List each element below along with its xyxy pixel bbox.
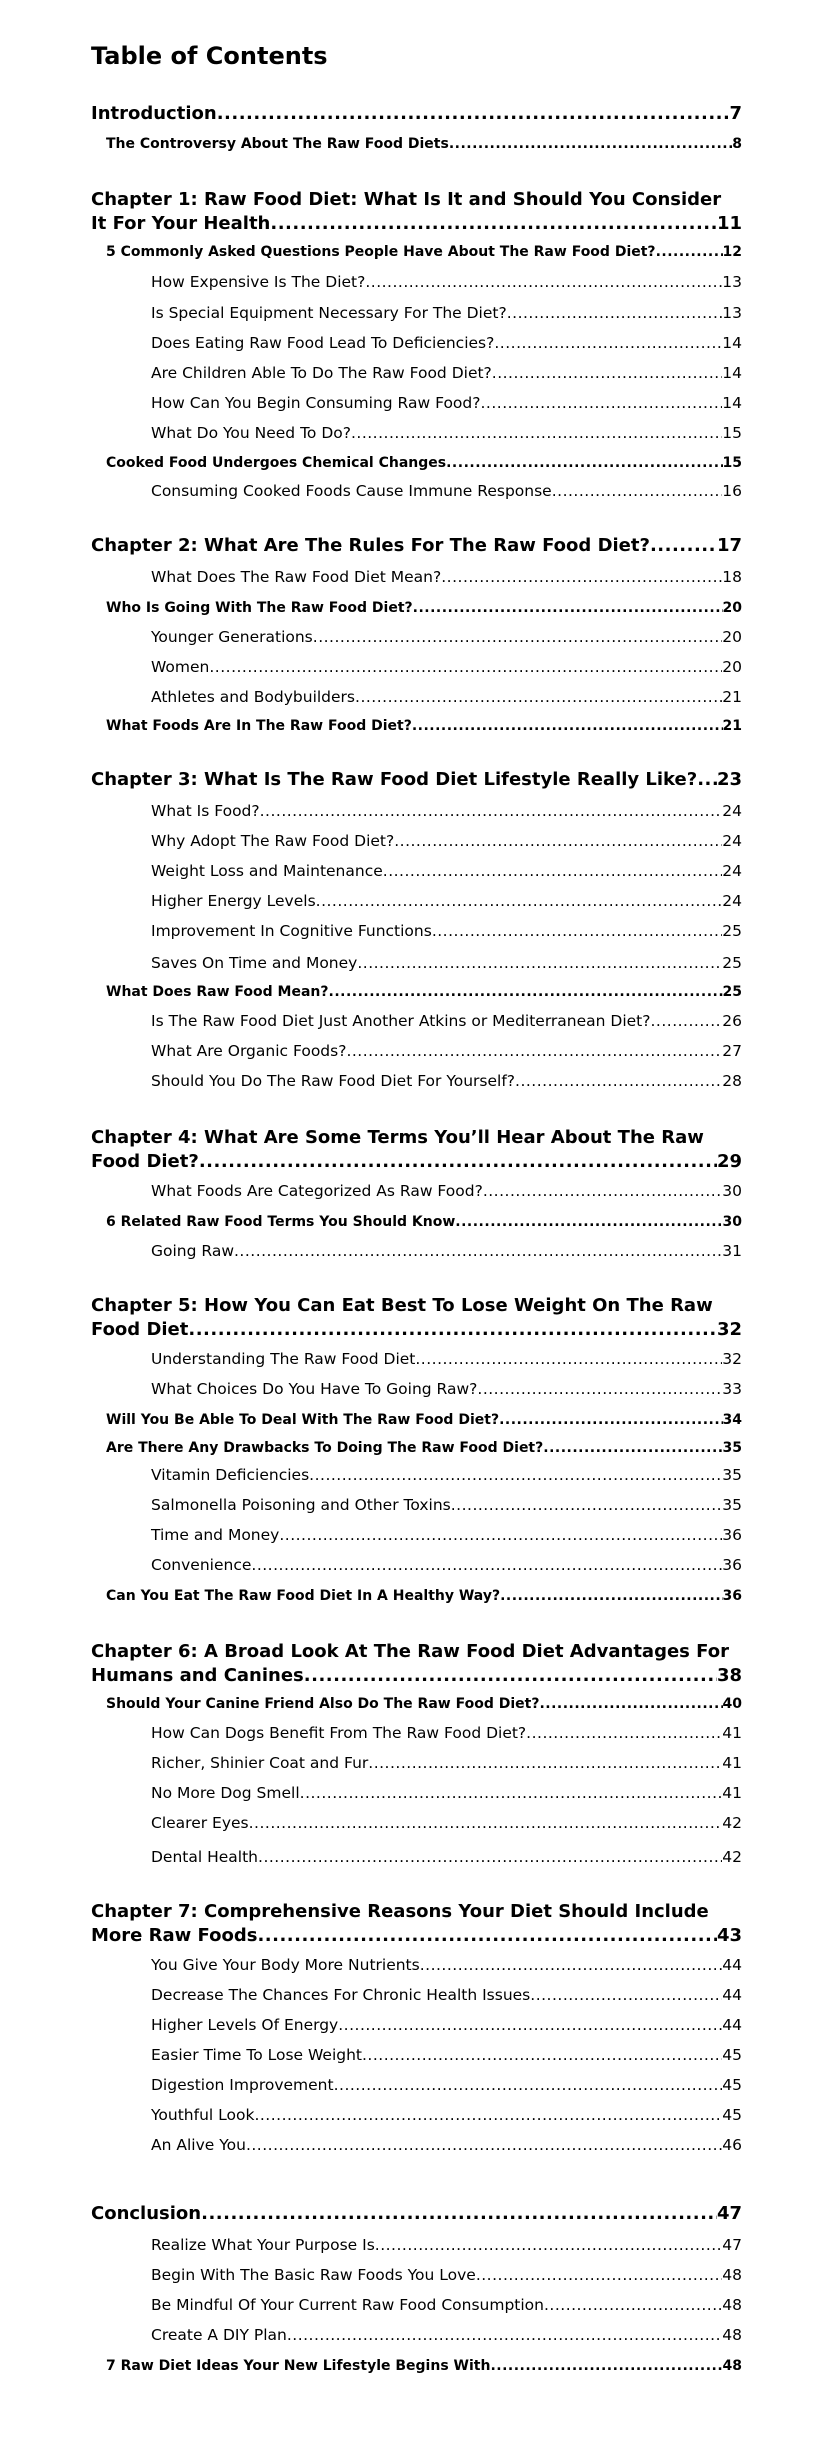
toc-page-number: 15 [722, 424, 742, 442]
toc-page-number: 36 [722, 1526, 742, 1544]
toc-entry-title-line2: Food Diet [91, 1319, 189, 1340]
toc-entry-title: Clearer Eyes [151, 1814, 249, 1832]
toc-subsection-entry[interactable] [151, 830, 742, 852]
toc-entry-title: Why Adopt The Raw Food Diet? [151, 832, 395, 850]
toc-page-number: 25 [722, 984, 742, 1000]
toc-entry-title-line1: Chapter 7: Comprehensive Reasons Your Diet Should Include [91, 1901, 709, 1922]
dot-leader [329, 982, 723, 1002]
toc-page-number: 44 [722, 1956, 742, 1974]
toc-entry-title: Understanding The Raw Food Diet [151, 1350, 416, 1368]
toc-section-entry[interactable] [106, 1212, 742, 1232]
toc-subsection-entry[interactable] [151, 2104, 742, 2126]
toc-page-number: 44 [722, 2016, 742, 2034]
dot-leader [357, 952, 722, 974]
toc-page-number: 20 [722, 658, 742, 676]
dot-leader [650, 534, 717, 558]
dot-leader [309, 1464, 722, 1486]
toc-entry-title: Be Mindful Of Your Current Raw Food Consumption [151, 2296, 544, 2314]
toc-section-entry[interactable] [106, 453, 742, 473]
dot-leader [260, 800, 723, 822]
toc-entry-title-line1: Chapter 6: A Broad Look At The Raw Food Diet Advantages For [91, 1641, 729, 1662]
toc-chapter-entry[interactable] [91, 1126, 742, 1174]
toc-subsection-entry[interactable] [151, 1984, 742, 2006]
toc-chapter-entry[interactable] [91, 188, 742, 236]
toc-chapter-entry[interactable] [91, 768, 742, 792]
toc-page-number: 40 [722, 1696, 742, 1712]
dot-leader [455, 1212, 722, 1232]
toc-entry-title: What Foods Are In The Raw Food Diet? [106, 718, 412, 734]
toc-entry-title: Easier Time To Lose Weight [151, 2046, 362, 2064]
toc-page-number: 12 [722, 244, 742, 260]
toc-page-number: 48 [722, 2358, 742, 2374]
toc-page-number: 47 [716, 2203, 742, 2224]
toc-subsection-entry[interactable] [151, 1954, 742, 1976]
dot-leader [217, 102, 730, 126]
toc-subsection-entry[interactable] [151, 1348, 742, 1370]
dot-leader [499, 1410, 722, 1430]
toc-page-number: 24 [722, 832, 742, 850]
dot-leader [494, 332, 722, 354]
toc-page-number: 48 [722, 2296, 742, 2314]
toc-entry-title: Conclusion [91, 2203, 202, 2224]
toc-section-entry[interactable] [106, 1438, 742, 1458]
dot-leader [375, 2234, 722, 2256]
toc-entry-title-line2: Food Diet? [91, 1151, 199, 1172]
toc-page-number: 26 [722, 1012, 742, 1030]
toc-subsection-entry[interactable] [151, 952, 742, 974]
toc-entry-title: Introduction [91, 103, 217, 124]
toc-entry-title: Is The Raw Food Diet Just Another Atkins or Mediterranean Diet? [151, 1012, 651, 1030]
dot-leader [246, 2134, 722, 2156]
toc-page-number: 21 [722, 718, 742, 734]
toc-page-number: 14 [722, 334, 742, 352]
toc-entry-title: What Choices Do You Have To Going Raw? [151, 1380, 478, 1398]
toc-page-number: 24 [722, 802, 742, 820]
toc-page-number: 24 [722, 862, 742, 880]
toc-page-number: 42 [722, 1848, 742, 1866]
dot-leader [492, 362, 722, 384]
toc-page-number: 17 [716, 535, 742, 556]
dot-leader [313, 626, 723, 648]
toc-page-number: 8 [732, 136, 742, 152]
toc-entry-title: Convenience [151, 1556, 252, 1574]
toc-entry-title: The Controversy About The Raw Food Diets [106, 136, 449, 152]
toc-subsection-entry[interactable] [151, 2044, 742, 2066]
toc-entry-title: You Give Your Body More Nutrients [151, 1956, 420, 1974]
dot-leader [304, 1664, 717, 1688]
toc-entry-title-line1: Chapter 1: Raw Food Diet: What Is It and Should You Consider [91, 189, 722, 210]
toc-page-number: 16 [722, 482, 742, 500]
toc-entry-title: Chapter 3: What Is The Raw Food Diet Lifestyle Really Like? [91, 769, 698, 790]
toc-subsection-entry[interactable] [151, 332, 742, 354]
dot-leader [209, 656, 722, 678]
toc-subsection-entry[interactable] [151, 362, 742, 384]
toc-section-entry[interactable] [106, 716, 742, 736]
toc-entry-title-line2: Humans and Canines [91, 1665, 304, 1686]
toc-entry-title: Dental Health [151, 1848, 259, 1866]
dot-leader [441, 566, 722, 588]
toc-subsection-entry[interactable] [151, 271, 742, 293]
toc-entry-title: Higher Energy Levels [151, 892, 316, 910]
toc-page-number: 41 [722, 1724, 742, 1742]
dot-leader [451, 1494, 723, 1516]
dot-leader [413, 598, 723, 618]
toc-subsection-entry[interactable] [151, 2074, 742, 2096]
toc-entry-title-line1: Chapter 5: How You Can Eat Best To Lose Weight On The Raw [91, 1295, 713, 1316]
toc-entry-title: Are There Any Drawbacks To Doing The Raw Food Diet? [106, 1440, 544, 1456]
toc-subsection-entry[interactable] [151, 890, 742, 912]
dot-leader [368, 1752, 722, 1774]
toc-subsection-entry[interactable] [151, 422, 742, 444]
toc-subsection-entry[interactable] [151, 686, 742, 708]
toc-page-number: 13 [722, 304, 742, 322]
dot-leader [651, 1010, 723, 1032]
dot-leader [530, 1984, 722, 2006]
toc-entry-title: Cooked Food Undergoes Chemical Changes [106, 455, 447, 471]
toc-entry-title: Can You Eat The Raw Food Diet In A Healthy Way? [106, 1588, 501, 1604]
toc-entry-title: Does Eating Raw Food Lead To Deficiencies? [151, 334, 495, 352]
dot-leader [251, 1554, 722, 1576]
toc-subsection-entry[interactable] [151, 2234, 742, 2256]
toc-entry-title: What Are Organic Foods? [151, 1042, 347, 1060]
toc-entry-title: Consuming Cooked Foods Cause Immune Response [151, 482, 552, 500]
toc-subsection-entry[interactable] [151, 302, 742, 324]
dot-leader [476, 2264, 722, 2286]
toc-entry-title-line2: It For Your Health [91, 213, 271, 234]
toc-entry-title: What Do You Need To Do? [151, 424, 351, 442]
toc-chapter-entry[interactable] [91, 102, 742, 126]
toc-page-number: 45 [722, 2046, 742, 2064]
toc-entry-title: Women [151, 658, 210, 676]
dot-leader [249, 1812, 723, 1834]
dot-leader [552, 480, 723, 502]
dot-leader [394, 830, 722, 852]
toc-subsection-entry[interactable] [151, 1524, 742, 1546]
toc-page-number: 38 [716, 1665, 742, 1686]
toc-subsection-entry[interactable] [151, 1782, 742, 1804]
toc-subsection-entry[interactable] [151, 1070, 742, 1092]
toc-entry-title: Going Raw [151, 1242, 234, 1260]
toc-section-entry[interactable] [106, 2356, 742, 2376]
dot-leader [480, 392, 722, 414]
toc-entry-title: Weight Loss and Maintenance [151, 862, 383, 880]
dot-leader [258, 1846, 722, 1868]
dot-leader [432, 920, 722, 942]
toc-page-number: 7 [729, 103, 742, 124]
toc-entry-title: Higher Levels Of Energy [151, 2016, 339, 2034]
toc-chapter-entry[interactable] [91, 1640, 742, 1688]
toc-page-number: 47 [722, 2236, 742, 2254]
dot-leader [254, 2104, 722, 2126]
toc-page-number: 48 [722, 2266, 742, 2284]
toc-page-number: 27 [722, 1042, 742, 1060]
toc-entry-title: Is Special Equipment Necessary For The Diet? [151, 304, 507, 322]
dot-leader [287, 2324, 722, 2346]
toc-page-number: 29 [716, 1151, 742, 1172]
toc-entry-title: Create A DIY Plan [151, 2326, 287, 2344]
toc-entry-title: Are Children Able To Do The Raw Food Diet? [151, 364, 492, 382]
dot-leader [188, 1318, 717, 1342]
dot-leader [656, 242, 723, 262]
toc-page-number: 14 [722, 394, 742, 412]
toc-page-number: 46 [722, 2136, 742, 2154]
toc-chapter-entry[interactable] [91, 2202, 742, 2226]
dot-leader [257, 1924, 717, 1948]
toc-page-number: 48 [722, 2326, 742, 2344]
dot-leader [351, 422, 722, 444]
dot-leader [415, 1348, 722, 1370]
toc-subsection-entry[interactable] [151, 566, 742, 588]
dot-leader [446, 453, 722, 473]
toc-section-entry[interactable] [106, 1410, 742, 1430]
dot-leader [697, 768, 717, 792]
toc-page-number: 35 [722, 1440, 742, 1456]
toc-subsection-entry[interactable] [151, 920, 742, 942]
toc-page-number: 44 [722, 1986, 742, 2004]
toc-chapter-entry[interactable] [91, 1294, 742, 1342]
toc-entry-title: Who Is Going With The Raw Food Diet? [106, 600, 413, 616]
toc-entry-title: No More Dog Smell [151, 1784, 300, 1802]
toc-section-entry[interactable] [106, 242, 742, 262]
toc-page-number: 36 [722, 1588, 742, 1604]
toc-page-number: 14 [722, 364, 742, 382]
toc-entry-title: Will You Be Able To Deal With The Raw Food Diet? [106, 1412, 500, 1428]
dot-leader [355, 686, 722, 708]
toc-page-number: 18 [722, 568, 742, 586]
toc-page-number: 28 [722, 1072, 742, 1090]
toc-entry-title-line2: More Raw Foods [91, 1925, 258, 1946]
toc-page-number: 41 [722, 1784, 742, 1802]
toc-section-entry[interactable] [106, 1586, 742, 1606]
dot-leader [365, 271, 722, 293]
toc-entry-title: Vitamin Deficiencies [151, 1466, 310, 1484]
toc-subsection-entry[interactable] [151, 480, 742, 502]
toc-page-number: 25 [722, 922, 742, 940]
toc-entry-title: An Alive You [151, 2136, 246, 2154]
toc-page-number: 43 [716, 1925, 742, 1946]
toc-section-entry[interactable] [106, 134, 742, 154]
dot-leader [300, 1782, 723, 1804]
toc-subsection-entry[interactable] [151, 1240, 742, 1262]
toc-page-number: 35 [722, 1496, 742, 1514]
dot-leader [507, 302, 723, 324]
dot-leader [383, 860, 723, 882]
toc-subsection-entry[interactable] [151, 2134, 742, 2156]
toc-subsection-entry[interactable] [151, 1180, 742, 1202]
dot-leader [270, 212, 717, 236]
toc-page-number: 41 [722, 1754, 742, 1772]
toc-chapter-entry[interactable] [91, 1900, 742, 1948]
toc-subsection-entry[interactable] [151, 2264, 742, 2286]
dot-leader [412, 716, 723, 736]
dot-leader [449, 134, 732, 154]
toc-page-number: 30 [722, 1182, 742, 1200]
dot-leader [490, 2356, 722, 2376]
toc-page-number: 21 [722, 688, 742, 706]
dot-leader [483, 1180, 722, 1202]
toc-subsection-entry[interactable] [151, 656, 742, 678]
toc-page-number: 35 [722, 1466, 742, 1484]
toc-section-entry[interactable] [106, 1694, 742, 1714]
dot-leader [420, 1954, 723, 1976]
toc-page-number: 33 [722, 1380, 742, 1398]
toc-subsection-entry[interactable] [151, 2294, 742, 2316]
toc-subsection-entry[interactable] [151, 1752, 742, 1774]
toc-page-number: 24 [722, 892, 742, 910]
toc-page-number: 45 [722, 2106, 742, 2124]
toc-entry-title: Should Your Canine Friend Also Do The Raw Food Diet? [106, 1696, 540, 1712]
toc-entry-title: Salmonella Poisoning and Other Toxins [151, 1496, 451, 1514]
toc-page-number: 32 [722, 1350, 742, 1368]
dot-leader [515, 1070, 722, 1092]
toc-entry-title: 6 Related Raw Food Terms You Should Know [106, 1214, 456, 1230]
dot-leader [199, 1150, 717, 1174]
toc-entry-title: Saves On Time and Money [151, 954, 358, 972]
toc-subsection-entry[interactable] [151, 1494, 742, 1516]
toc-subsection-entry[interactable] [151, 1722, 742, 1744]
dot-leader [526, 1722, 722, 1744]
toc-entry-title: Younger Generations [151, 628, 313, 646]
toc-entry-title-line1: Chapter 4: What Are Some Terms You’ll Hear About The Raw [91, 1127, 704, 1148]
dot-leader [201, 2202, 717, 2226]
toc-subsection-entry[interactable] [151, 1846, 742, 1868]
toc-chapter-entry[interactable] [91, 534, 742, 558]
toc-subsection-entry[interactable] [151, 1040, 742, 1062]
toc-entry-title: Should You Do The Raw Food Diet For Yourself? [151, 1072, 516, 1090]
toc-page-number: 32 [716, 1319, 742, 1340]
toc-page-number: 45 [722, 2076, 742, 2094]
toc-entry-title: Decrease The Chances For Chronic Health Issues [151, 1986, 531, 2004]
dot-leader [539, 1694, 722, 1714]
toc-subsection-entry[interactable] [151, 1010, 742, 1032]
dot-leader [543, 1438, 722, 1458]
toc-subsection-entry[interactable] [151, 392, 742, 414]
toc-title: Table of Contents [91, 42, 328, 70]
toc-entry-title: How Can You Begin Consuming Raw Food? [151, 394, 481, 412]
dot-leader [234, 1240, 722, 1262]
toc-entry-title: Improvement In Cognitive Functions [151, 922, 432, 940]
toc-page-number: 20 [722, 600, 742, 616]
toc-page-number: 34 [722, 1412, 742, 1428]
toc-entry-title: Time and Money [151, 1526, 280, 1544]
toc-page-number: 11 [716, 213, 742, 234]
toc-entry-title: What Foods Are Categorized As Raw Food? [151, 1182, 483, 1200]
toc-entry-title: How Can Dogs Benefit From The Raw Food Diet? [151, 1724, 527, 1742]
dot-leader [279, 1524, 722, 1546]
toc-entry-title: What Does The Raw Food Diet Mean? [151, 568, 442, 586]
toc-entry-title: 5 Commonly Asked Questions People Have About The Raw Food Diet? [106, 244, 656, 260]
dot-leader [334, 2074, 723, 2096]
toc-subsection-entry[interactable] [151, 1464, 742, 1486]
toc-subsection-entry[interactable] [151, 1554, 742, 1576]
toc-entry-title: Begin With The Basic Raw Foods You Love [151, 2266, 476, 2284]
toc-subsection-entry[interactable] [151, 626, 742, 648]
toc-entry-title: What Is Food? [151, 802, 260, 820]
toc-page-number: 36 [722, 1556, 742, 1574]
toc-page-number: 20 [722, 628, 742, 646]
dot-leader [316, 890, 723, 912]
toc-page-number: 30 [722, 1214, 742, 1230]
toc-entry-title: Digestion Improvement [151, 2076, 334, 2094]
toc-entry-title: What Does Raw Food Mean? [106, 984, 329, 1000]
dot-leader [338, 2014, 722, 2036]
toc-section-entry[interactable] [106, 598, 742, 618]
toc-entry-title: Realize What Your Purpose Is [151, 2236, 375, 2254]
toc-page-number: 15 [722, 455, 742, 471]
toc-entry-title: 7 Raw Diet Ideas Your New Lifestyle Begins With [106, 2358, 491, 2374]
toc-page-number: 25 [722, 954, 742, 972]
toc-page-number: 31 [722, 1242, 742, 1260]
dot-leader [362, 2044, 722, 2066]
toc-entry-title: Chapter 2: What Are The Rules For The Raw Food Diet? [91, 535, 650, 556]
dot-leader [346, 1040, 722, 1062]
toc-subsection-entry[interactable] [151, 800, 742, 822]
toc-entry-title: How Expensive Is The Diet? [151, 273, 366, 291]
toc-entry-title: Athletes and Bodybuilders [151, 688, 356, 706]
dot-leader [477, 1378, 722, 1400]
toc-page-number: 13 [722, 273, 742, 291]
toc-subsection-entry[interactable] [151, 1378, 742, 1400]
dot-leader [544, 2294, 722, 2316]
toc-entry-title: Youthful Look [151, 2106, 255, 2124]
toc-page-number: 42 [722, 1814, 742, 1832]
toc-entry-title: Richer, Shinier Coat and Fur [151, 1754, 369, 1772]
toc-subsection-entry[interactable] [151, 2324, 742, 2346]
dot-leader [500, 1586, 722, 1606]
toc-subsection-entry[interactable] [151, 1812, 742, 1834]
toc-subsection-entry[interactable] [151, 860, 742, 882]
toc-subsection-entry[interactable] [151, 2014, 742, 2036]
toc-page-number: 23 [716, 769, 742, 790]
toc-section-entry[interactable] [106, 982, 742, 1002]
